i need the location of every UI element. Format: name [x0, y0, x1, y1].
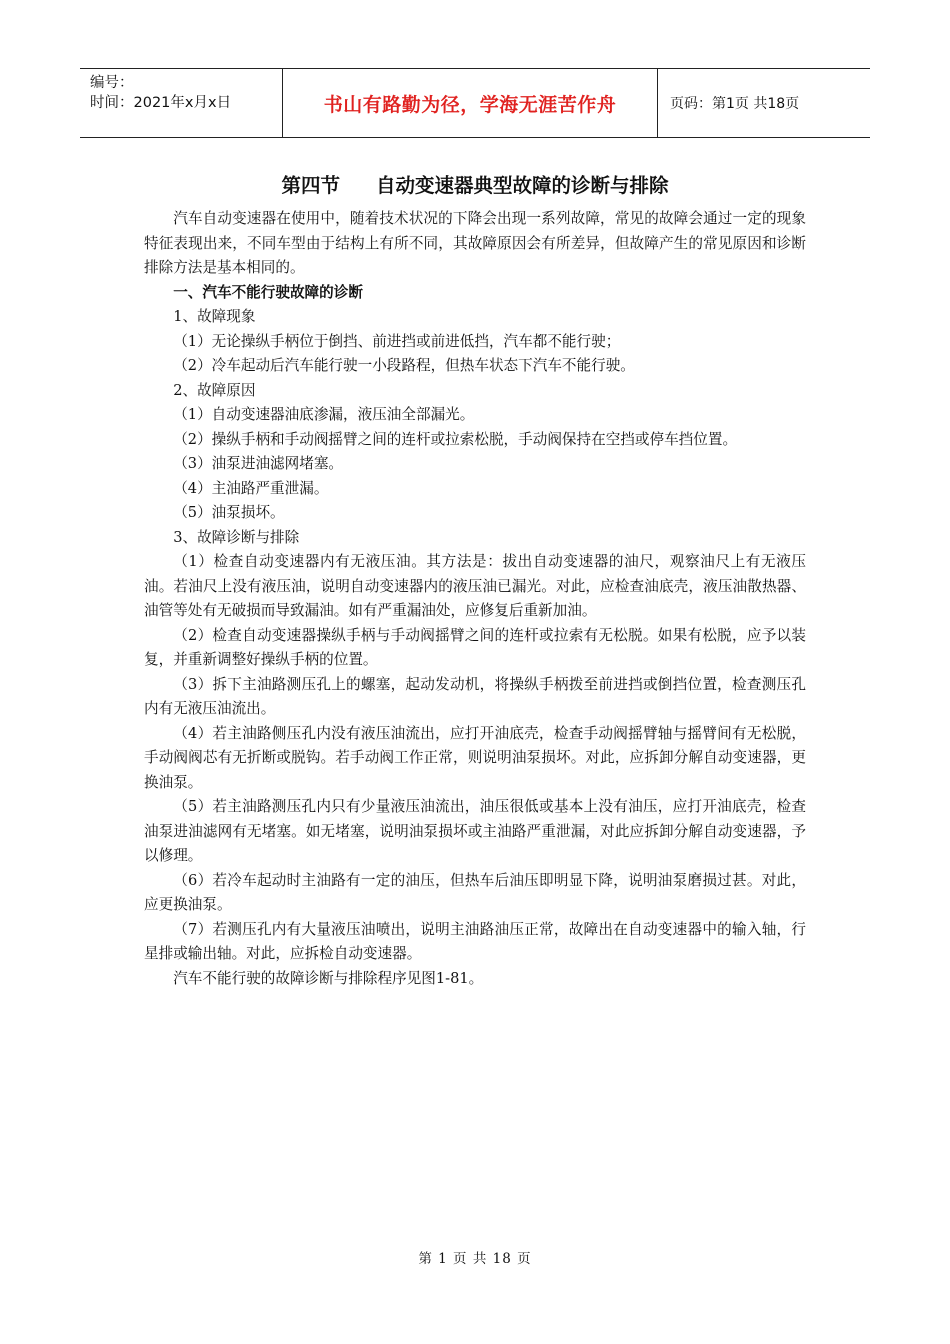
section-title — [0, 170, 950, 198]
section-name: 自动变速器典型故障的诊断与排除 — [376, 174, 669, 197]
subheading-causes: 2、故障原因 — [173, 381, 256, 399]
document-time-label: 时间：2021年x月x日 — [90, 95, 232, 111]
cause-item-3: （3）油泵进油滤网堵塞。 — [173, 455, 344, 472]
cause-item-4: （4）主油路严重泄漏。 — [173, 479, 329, 497]
subheading-symptoms: 1、故障现象 — [173, 308, 256, 325]
diagnosis-item-1: （1）检查自动变速器内有无液压油。其方法是：拔出自动变速器的油尺，观察油尺上有无液压油。若油尺上没有液压油，说明自动变速器内的液压油已漏光。对此，应检查油底壳，液压油散热器、油管等处有无破损而导致漏油。如有严重漏油处，应修复后重新加油。 — [144, 553, 806, 619]
diagnosis-item-3: （3）拆下主油路测压孔上的螺塞，起动发动机，将操纵手柄拨至前进挡或倒挡位置，检查测压孔内有无液压油流出。 — [144, 675, 806, 717]
header-motto: 书山有路勤为径，学海无涯苦作舟 — [282, 69, 658, 137]
cause-item-2: （2）操纵手柄和手动阀摇臂之间的连杆或拉索松脱，手动阀保持在空挡或停车挡位置。 — [173, 430, 738, 448]
symptom-item-2: （2）冷车起动后汽车能行驶一小段路程，但热车状态下汽车不能行驶。 — [173, 357, 635, 374]
cause-item-1: （1）自动变速器油底渗漏，液压油全部漏光。 — [173, 406, 475, 423]
document-number-label: 编号： — [90, 75, 134, 91]
diagnosis-item-4: （4）若主油路侧压孔内没有液压油流出，应打开油底壳，检查手动阀摇臂轴与摇臂间有无松脱，手动阀阀芯有无折断或脱钩。若手动阀工作正常，则说明油泵损坏。对此，应拆卸分解自动变速器，更换油泵。 — [144, 724, 806, 791]
section-number: 第四节 — [281, 174, 340, 197]
document-body — [144, 207, 806, 991]
intro-paragraph: 汽车自动变速器在使用中，随着技术状况的下降会出现一系列故障，常见的故障会通过一定的现象特征表现出来，不同车型由于结构上有所不同，其故障原因会有所差异，但故障产生的常见原因和诊断排除方法是基本相同的。 — [144, 210, 806, 276]
header-meta — [80, 69, 282, 137]
subheading-diagnosis: 3、故障诊断与排除 — [173, 528, 300, 546]
page-header — [80, 68, 870, 138]
diagnosis-item-2: （2）检查自动变速器操纵手柄与手动阀摇臂之间的连杆或拉索有无松脱。如果有松脱，应予以装复，并重新调整好操纵手柄的位置。 — [144, 626, 806, 668]
header-page-info: 页码：第1页 共18页 — [670, 96, 800, 112]
page-footer: 第 1 页 共 18 页 — [418, 1251, 532, 1267]
closing-paragraph: 汽车不能行驶的故障诊断与排除程序见图1-81。 — [173, 969, 484, 987]
symptom-item-1: （1）无论操纵手柄位于倒挡、前进挡或前进低挡，汽车都不能行驶； — [173, 332, 621, 350]
diagnosis-item-7: （7）若测压孔内有大量液压油喷出，说明主油路油压正常，故障出在自动变速器中的输入轴，行星排或输出轴。对此，应拆检自动变速器。 — [144, 920, 806, 962]
heading-no-drive-fault: 一、汽车不能行驶故障的诊断 — [173, 283, 363, 301]
diagnosis-item-6: （6）若冷车起动时主油路有一定的油压，但热车后油压即明显下降，说明油泵磨损过甚。对此，应更换油泵。 — [144, 871, 806, 913]
diagnosis-item-5: （5）若主油路测压孔内只有少量液压油流出，油压很低或基本上没有油压，应打开油底壳，检查油泵进油滤网有无堵塞。如无堵塞，说明油泵损坏或主油路严重泄漏，对此应拆卸分解自动变速器，予以修理。 — [144, 798, 806, 864]
cause-item-5: （5）油泵损坏。 — [173, 504, 285, 521]
